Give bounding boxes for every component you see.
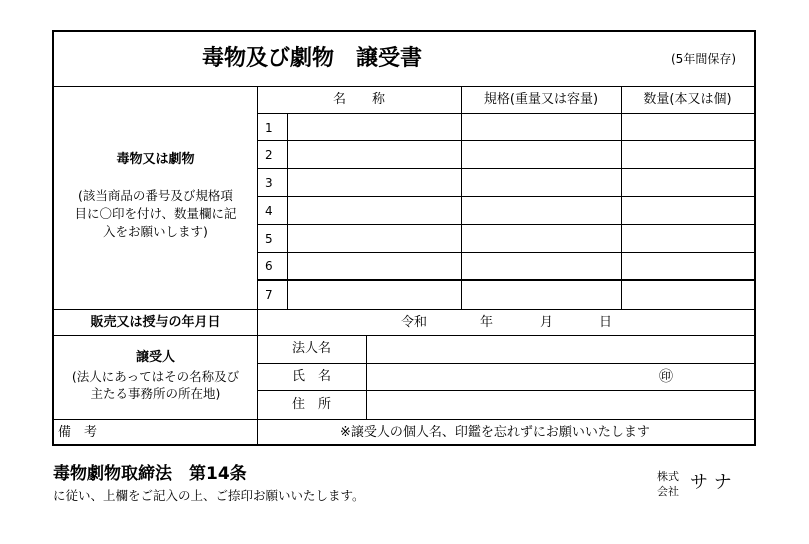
law-subtitle: に従い、上欄をご記入の上、ご捺印お願いいたします。 xyxy=(53,488,365,503)
company-name: サ ナ xyxy=(690,472,732,493)
date-year: 年 xyxy=(480,315,494,330)
law-title: 毒物劇物取締法 第14条 xyxy=(53,464,247,484)
date-day: 日 xyxy=(599,315,613,330)
person-name-label: 氏 名 xyxy=(291,369,331,384)
recipient-heading: 譲受人 xyxy=(135,350,175,365)
row-number: 1 xyxy=(265,121,273,135)
divider-label-col xyxy=(257,86,258,444)
remarks-text: ※譲受人の個人名、印鑑を忘れずにお願いいたします xyxy=(340,425,650,440)
recipient-note: 主たる事務所の所在地) xyxy=(90,386,221,401)
divider-corp xyxy=(257,363,754,364)
divider-items-end xyxy=(54,309,754,310)
col-header-spec: 規格(重量又は容量) xyxy=(483,92,599,107)
transfer-form xyxy=(52,30,756,446)
row-number: 5 xyxy=(265,232,273,246)
date-era: 令和 xyxy=(401,315,428,330)
divider-row xyxy=(257,196,754,197)
row-number: 7 xyxy=(265,288,273,302)
recipient-note: (法人にあってはその名称及び xyxy=(71,369,240,384)
date-month: 月 xyxy=(540,315,554,330)
divider-row xyxy=(257,252,754,253)
divider-row xyxy=(257,140,754,141)
divider-qty-col xyxy=(621,86,622,309)
date-label: 販売又は授与の年月日 xyxy=(90,315,221,330)
items-instruction: 目に〇印を付け、数量欄に記 xyxy=(74,206,237,221)
row-number: 4 xyxy=(265,204,273,218)
divider-row xyxy=(257,224,754,225)
company-prefix: 会社 xyxy=(657,485,679,498)
row-number: 6 xyxy=(265,259,273,273)
seal-mark: ㊞ xyxy=(659,369,673,385)
divider-recipient-end xyxy=(54,419,754,420)
divider-name xyxy=(257,390,754,391)
col-header-qty: 数量(本又は個) xyxy=(643,92,732,107)
divider-title xyxy=(54,86,754,87)
row-number: 3 xyxy=(265,176,273,190)
address-label: 住 所 xyxy=(291,397,331,412)
form-title: 毒物及び劇物 譲受書 xyxy=(202,46,423,71)
items-instruction: (該当商品の番号及び規格項 xyxy=(78,188,233,203)
divider-header xyxy=(257,113,754,114)
corp-name-label: 法人名 xyxy=(291,341,331,356)
company-prefix: 株式 xyxy=(657,470,679,483)
row-number: 2 xyxy=(265,148,273,162)
divider-date-end xyxy=(54,335,754,336)
divider-row xyxy=(257,279,754,281)
col-header-name: 名 称 xyxy=(332,92,385,107)
divider-spec-col xyxy=(461,86,462,309)
remarks-label: 備 考 xyxy=(58,425,98,440)
items-instruction: 入をお願いします) xyxy=(103,224,208,239)
divider-recipient-col xyxy=(366,335,367,419)
divider-row xyxy=(257,168,754,169)
retention-note: (5年間保存) xyxy=(671,52,736,66)
items-heading: 毒物又は劇物 xyxy=(116,152,195,167)
divider-num-col xyxy=(287,113,288,309)
